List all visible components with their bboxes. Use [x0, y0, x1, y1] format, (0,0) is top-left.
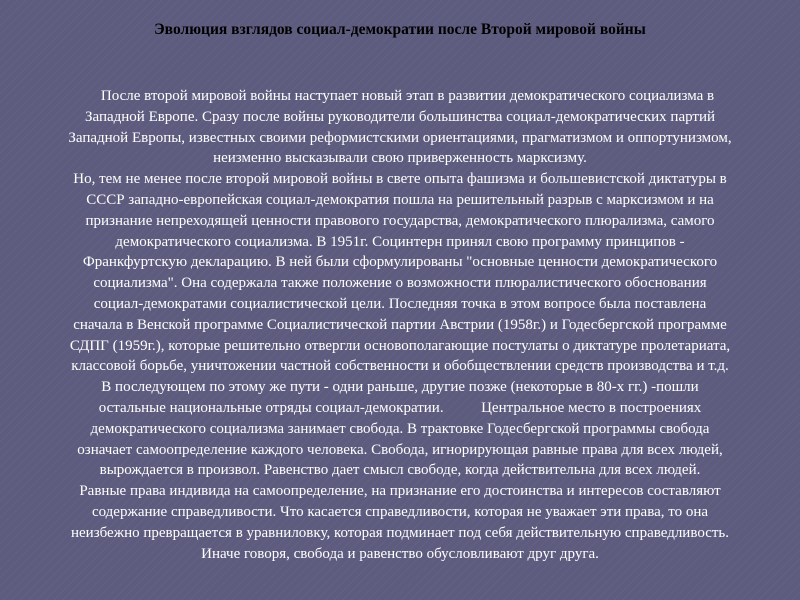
body-line: В последующем по этому же пути - одни раньше, другие позже (некоторые в 80-х гг.) -пошли [101, 379, 699, 396]
body-line: классовой борьбе, уничтожении частной собственности и обобществлении средств производства и т.д. [71, 358, 729, 375]
body-line: демократического социализма занимает свобода. В трактовке Годесбергской программы свобода [90, 420, 710, 437]
body-line: вырождается в произвол. Равенство дает смысл свободе, когда действительна для всех людей. [99, 462, 701, 479]
body-line: Западной Европы, известных своими реформистскими ориентациями, прагматизмом и оппортунизмом, [68, 129, 732, 146]
slide-body-text [4, 86, 796, 564]
body-line: сначала в Венской программе Социалистической партии Австрии (1958г.) и Годесбергской программе [73, 316, 727, 333]
body-line: демократического социализма. В 1951г. Социнтерн принял свою программу принципов - [115, 233, 685, 250]
body-line: социал-демократами социалистической цели. Последняя точка в этом вопросе была поставлена [93, 295, 707, 312]
body-line: неизбежно превращается в уравниловку, которая подминает под себя действительную справедливость. [70, 524, 729, 541]
body-line: Равные права индивида на самоопределение, на признание его достоинства и интересов составляют [79, 483, 721, 500]
body-line: неизменно высказывали свою приверженность марксизму. [213, 150, 587, 167]
body-line: Иначе говоря, свобода и равенство обусловливают друг друга. [201, 545, 599, 562]
body-line: Франкфуртскую декларацию. В ней были сформулированы "основные ценности демократического [82, 254, 718, 271]
body-line: содержание справедливости. Что касается справедливости, которая не уважает эти права, то она [91, 503, 709, 520]
body-line: Западной Европе. Сразу после войны руководители большинства социал-демократических партий [84, 108, 716, 125]
body-line: остальные национальные отряды социал-демократии. Центральное место в построениях [98, 399, 702, 416]
body-line: СССР западно-европейская социал-демократия пошла на решительный разрыв с марксизмом и на [86, 191, 714, 208]
body-line: признание непреходящей ценности правового государства, демократического плюрализма, самого [85, 212, 715, 229]
body-line: означает самоопределение каждого человека. Свобода, игнорирующая равные права для всех людей, [77, 441, 723, 458]
body-line: социализма". Она содержала также положение о возможности плюралистического обоснования [93, 275, 707, 292]
body-line: Но, тем не менее после второй мировой войны в свете опыта фашизма и большевистской диктатуры в [73, 171, 727, 188]
body-line: СДПГ (1959г.), которые решительно отвергли основополагающие постулаты о диктатуре пролетариата, [69, 337, 731, 354]
slide-title: Эволюция взглядов социал-демократии после Второй мировой войны [154, 21, 646, 38]
body-line: После второй мировой войны наступает новый этап в развитии демократического социализма в [85, 88, 715, 104]
